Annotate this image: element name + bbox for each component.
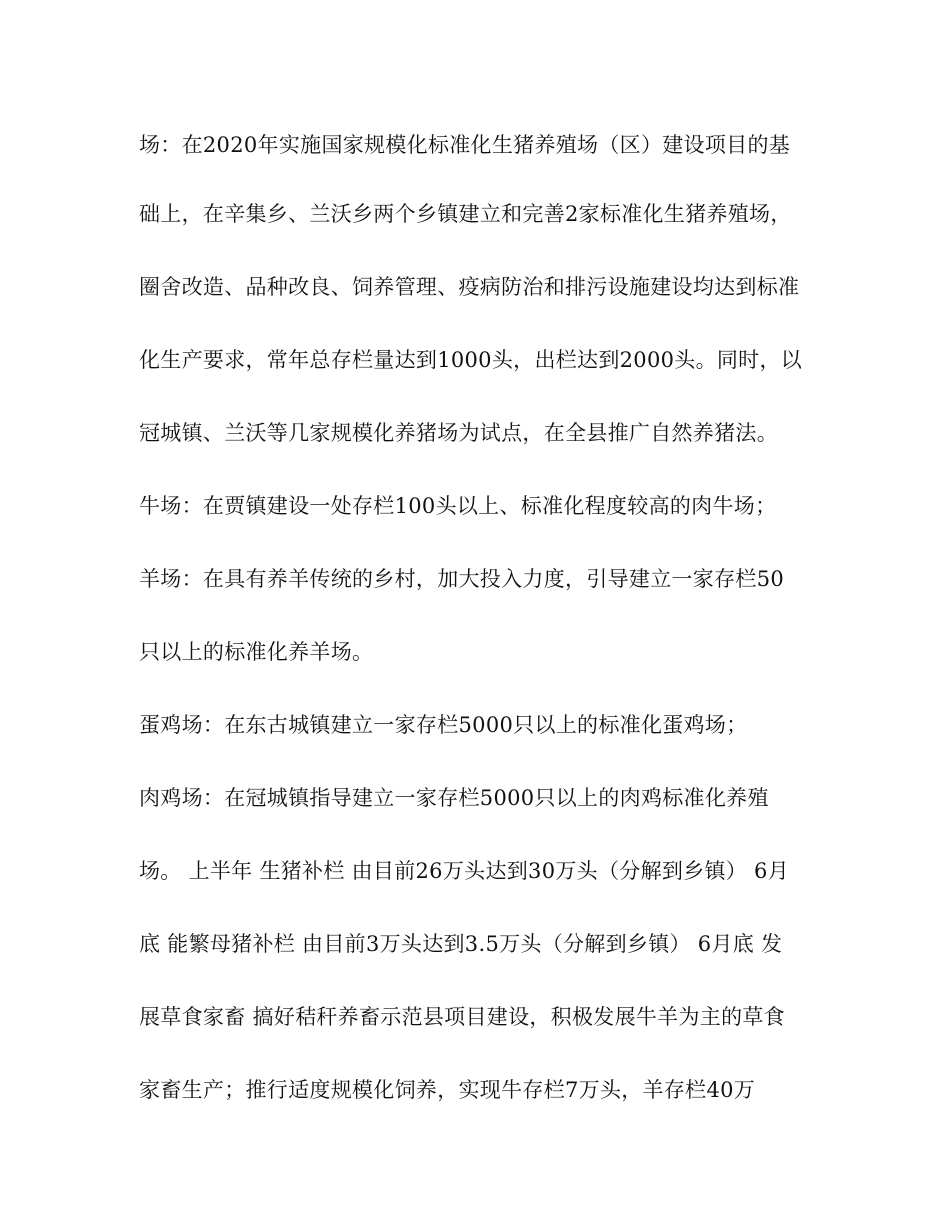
- text-line: 羊场：在具有养羊传统的乡村，加大投入力度，引导建立一家存栏50: [139, 567, 785, 591]
- text-line: 肉鸡场：在冠城镇指导建立一家存栏5000只以上的肉鸡标准化养殖: [139, 786, 769, 810]
- text-line: 展草食家畜 搞好秸秆养畜示范县项目建设，积极发展牛羊为主的草食: [139, 1005, 785, 1029]
- text-line: 础上，在辛集乡、兰沃乡两个乡镇建立和完善2家标准化生猪养殖场，: [139, 202, 792, 226]
- text-line: 底 能繁母猪补栏 由目前3万头达到3.5万头（分解到乡镇） 6月底 发: [139, 932, 783, 956]
- text-line: 蛋鸡场：在东古城镇建立一家存栏5000只以上的标准化蛋鸡场；: [139, 713, 748, 737]
- text-line: 只以上的标准化养羊场。: [139, 640, 374, 664]
- text-line: 场。 上半年 生猪补栏 由目前26万头达到30万头（分解到乡镇） 6月: [139, 859, 790, 883]
- text-line: 家畜生产；推行适度规模化饲养，实现牛存栏7万头，羊存栏40万: [139, 1078, 756, 1102]
- text-line: 圈舍改造、品种改良、饲养管理、疫病防治和排污设施建设均达到标准: [139, 275, 800, 299]
- text-line: 冠城镇、兰沃等几家规模化养猪场为试点，在全县推广自然养猪法。: [139, 421, 778, 445]
- text-line: 场：在2020年实施国家规模化标准化生猪养殖场（区）建设项目的基: [139, 133, 791, 157]
- text-line: 牛场：在贾镇建设一处存栏100头以上、标准化程度较高的肉牛场；: [139, 494, 777, 518]
- text-line: 化生产要求，常年总存栏量达到1000头，出栏达到2000头。同时，以: [139, 348, 803, 372]
